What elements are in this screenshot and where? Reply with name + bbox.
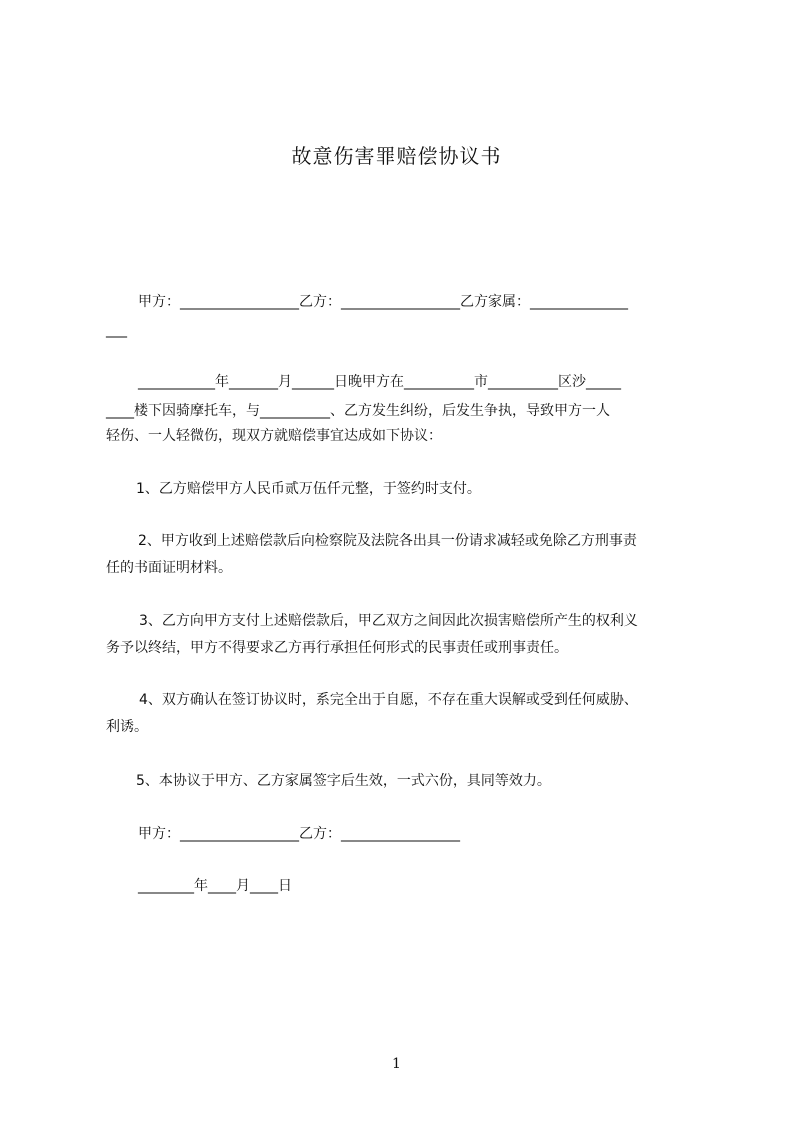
clause-5: 5、本协议于甲方、乙方家属签字后生效，一式六份，具同等效力。 (136, 773, 551, 789)
clause-3-line-2: 务予以终结，甲方不得要求乙方再行承担任何形式的民事责任或刑事责任。 (106, 640, 568, 656)
clause-4-line-2: 利诱。 (106, 719, 148, 735)
clause-2-line-2: 任的书面证明材料。 (106, 560, 232, 576)
incident-line-2: ____楼下因骑摩托车，与__________、乙方发生纠纷，后发生争执，导致甲方一人 (106, 403, 610, 419)
clause-4-line-1: 4、双方确认在签订协议时，系完全出于自愿，不存在重大误解或受到任何威胁、 (139, 692, 638, 708)
signature-line: 甲方：_________________乙方：_________________ (138, 826, 460, 842)
clause-3-line-1: 3、乙方向甲方支付上述赔偿款后，甲乙双方之间因此次损害赔偿所产生的权利义 (139, 613, 638, 629)
page-number: 1 (392, 1056, 401, 1072)
clause-2-line-1: 2、甲方收到上述赔偿款后向检察院及法院各出具一份请求减轻或免除乙方刑事责 (138, 533, 637, 549)
parties-line-2: ___ (106, 322, 127, 338)
date-line: ________年____月____日 (138, 878, 292, 894)
incident-line-1: ___________年_______月______日晚甲方在__________市__________区沙_____ (138, 374, 621, 390)
incident-line-3: 轻伤、一人轻微伤，现双方就赔偿事宜达成如下协议： (106, 428, 442, 444)
parties-line-1: 甲方：_________________乙方：_________________乙方家属：______________ (138, 294, 628, 310)
clause-1: 1、乙方赔偿甲方人民币贰万伍仟元整，于签约时支付。 (136, 481, 481, 497)
document-title: 故意伤害罪赔偿协议书 (291, 144, 502, 168)
